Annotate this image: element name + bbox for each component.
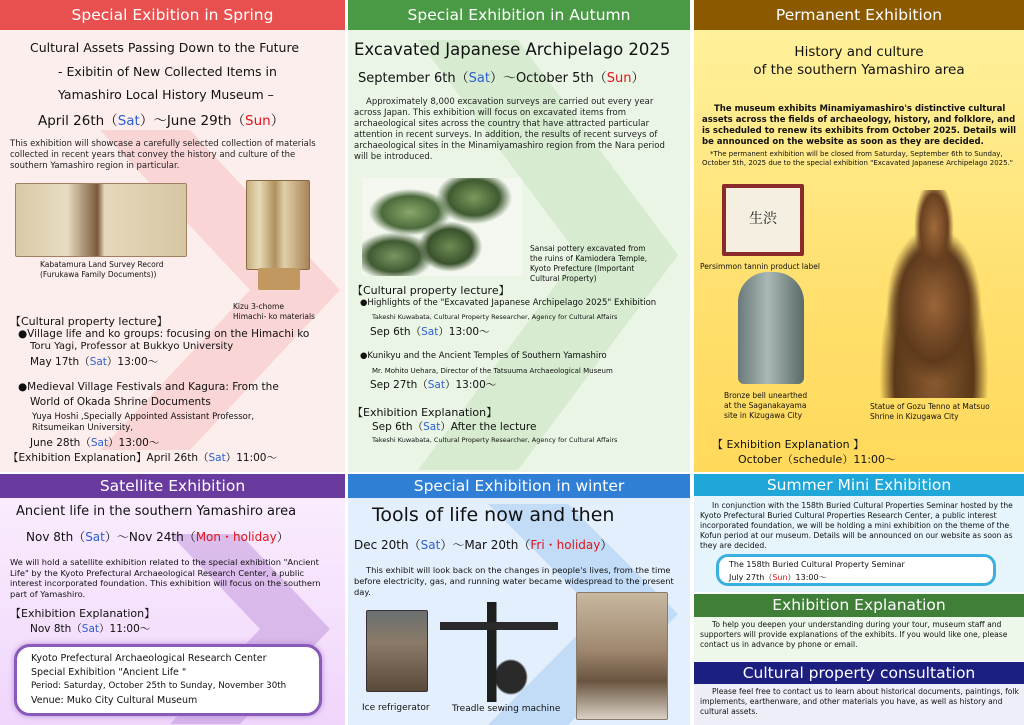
winter-description: This exhibit will look back on the changes in people's lives, from the time before electricity, gas, and running water became widespread to the present day. (354, 565, 674, 597)
ice-refrigerator-image (366, 610, 428, 692)
spring-lecture1-title: ●Village life and ko groups: focusing on the Himachi ko (18, 328, 310, 340)
permanent-header: Permanent Exhibition (694, 0, 1024, 30)
explanation-description: To help you deepen your understanding during your tour, museum staff and supporters will provide explanations of the exhibits. If you would like one, please contact us in advance by phone or email. (700, 620, 1008, 649)
spring-lecture1-person: Toru Yagi, Professor at Bukkyo University (30, 341, 234, 352)
autumn-title: Excavated Japanese Archipelago 2025 (354, 40, 671, 59)
consult-panel (694, 662, 1024, 725)
spring-lecture2-date: June 28th（Sat）13:00～ (30, 437, 160, 449)
explanation-header: Exhibition Explanation (694, 594, 1024, 617)
winter-caption-1: Ice refrigerator (362, 703, 430, 713)
persimmon-label-caption: Persimmon tannin product label (700, 262, 820, 271)
persimmon-label-image (722, 184, 804, 256)
permanent-panel (694, 0, 1024, 472)
winter-title: Tools of life now and then (372, 504, 615, 526)
sewing-machine-image (440, 602, 558, 702)
spring-lecture1-date: May 17th（Sat）13:00～ (30, 356, 159, 368)
himachi-ko-scroll-image (246, 180, 310, 270)
consult-description: Please feel free to contact us to learn about historical documents, paintings, folk implements, earthenware, and other materials you have, as well as history and cultural assets. (700, 687, 1019, 716)
modern-room-image (576, 592, 668, 720)
satellite-explanation-heading: 【Exhibition Explanation】 (10, 607, 156, 620)
autumn-lecture2-title: ●Kunikyu and the Ancient Temples of Southern Yamashiro (360, 351, 607, 361)
satellite-box-line4: Venue: Muko City Cultural Museum (31, 695, 198, 706)
autumn-panel (348, 0, 690, 472)
spring-lecture-heading: 【Cultural property lecture】 (10, 315, 168, 328)
consult-header: Cultural property consultation (694, 662, 1024, 684)
persimmon-label-text: 生渋 (749, 211, 777, 227)
satellite-box-line2: Special Exhibition "Ancient Life " (31, 667, 187, 678)
winter-header: Special Exhibition in winter (348, 474, 690, 498)
spring-title-line3: Yamashiro Local History Museum – (58, 87, 274, 102)
summer-description: In conjunction with the 158th Buried Cultural Properties Seminar hosted by the Kyoto Prefectural Buried Cultural Properties Research Center, a public interest incorporated foundation, we will be holding a mini exhibition on the theme of the Kofun period at our museum. Details will be announced on our website as soon as they are decided. (700, 501, 1013, 550)
summer-seminar-box (716, 554, 996, 586)
bell-caption-3: site in Kizugawa City (724, 411, 803, 420)
bell-caption-2: at the Saganakayama (724, 401, 807, 410)
satellite-dates: Nov 8th（Sat）～Nov 24th（Mon・holiday） (26, 530, 289, 544)
bronze-bell-image (738, 272, 804, 384)
satellite-explanation-date: Nov 8th（Sat）11:00～ (30, 623, 151, 635)
summer-panel (694, 474, 1024, 592)
autumn-lecture1-title: ●Highlights of the "Excavated Japanese Archipelago 2025" Exhibition (360, 298, 657, 308)
autumn-dates: September 6th（Sat）～October 5th（Sun） (358, 71, 645, 86)
summer-box-line1: The 158th Buried Cultural Property Seminar (729, 560, 905, 569)
bell-caption-1: Bronze bell unearthed (724, 391, 808, 400)
satellite-header: Satellite Exhibition (0, 474, 345, 498)
spring-lecture2-title1: ●Medieval Village Festivals and Kagura: From the (18, 381, 279, 393)
permanent-note: *The permanent exhibition will be closed from Saturday, September 6th to Sunday, October 5th, 2025 due to the special exhibition "Excavated Japanese Archipelago 2025." (702, 150, 1014, 167)
permanent-title-line1: History and culture (794, 44, 924, 60)
permanent-title-line2: of the southern Yamashiro area (753, 62, 965, 78)
spring-panel (0, 0, 345, 472)
autumn-caption-4: Cultural Property) (530, 274, 597, 283)
summer-header: Summer Mini Exhibition (694, 474, 1024, 496)
spring-explanation: 【Exhibition Explanation】April 26th（Sat）11:00～ (8, 452, 277, 464)
autumn-lecture2-person: Mr. Mohito Uehara, Director of the Tatsuuma Archaeological Museum (372, 367, 613, 375)
winter-dates: Dec 20th（Sat）～Mar 20th（Fri・holiday） (354, 538, 613, 552)
satellite-description: We will hold a satellite exhibition related to the special exhibition "Ancient Life" by the Kyoto Prefectural Archaeological Research Center, a public interest incorporated foundation. This exhibition will focus on the southern part of Yamashiro. (10, 557, 321, 599)
autumn-explanation-person: Takeshi Kuwabata, Cultural Property Researcher, Agency for Cultural Affairs (372, 436, 618, 444)
autumn-lecture1-person: Takeshi Kuwabata, Cultural Property Researcher, Agency for Cultural Affairs (372, 313, 618, 321)
summer-box-line2: July 27th（Sun）13:00～ (729, 573, 827, 582)
explanation-panel (694, 594, 1024, 661)
spring-description: This exhibition will showcase a carefully selected collection of materials collected in recent years that convey the history and culture of the southern Yamashiro region in particular. (10, 139, 316, 171)
autumn-caption-1: Sansai pottery excavated from (530, 244, 646, 253)
permanent-explanation-heading: 【 Exhibition Explanation 】 (712, 438, 865, 451)
statue-caption-1: Statue of Gozu Tenno at Matsuo (870, 402, 990, 411)
spring-header: Special Exibition in Spring (0, 0, 345, 30)
satellite-title: Ancient life in the southern Yamashiro area (16, 504, 297, 519)
satellite-box-line3: Period: Saturday, October 25th to Sunday, November 30th (31, 681, 287, 691)
autumn-lecture-heading: 【Cultural property lecture】 (352, 284, 510, 297)
spring-dates: April 26th（Sat）～June 29th（Sun） (38, 113, 285, 129)
spring-title-line1: Cultural Assets Passing Down to the Future (30, 40, 300, 55)
autumn-caption-2: the ruins of Kamiodera Temple, (530, 254, 648, 263)
winter-panel (348, 474, 690, 725)
autumn-explanation-date: Sep 6th（Sat）After the lecture (372, 421, 537, 433)
satellite-box-line1: Kyoto Prefectural Archaeological Research Center (31, 653, 267, 664)
spring-caption-3: Kizu 3-chome (233, 302, 284, 311)
spring-lecture2-title2: World of Okada Shrine Documents (30, 396, 211, 408)
spring-caption-2: (Furukawa Family Documents)) (40, 270, 157, 279)
kabatamura-document-image (15, 183, 187, 257)
winter-caption-2: Treadle sewing machine (452, 704, 561, 714)
permanent-explanation-date: October（schedule）11:00～ (738, 453, 897, 466)
autumn-description: Approximately 8,000 excavation surveys are carried out every year across Japan. This exhibition will focus on excavated items from archaeological sites across the country that have attracted particular attention in recent surveys. In addition, the results of recent surveys of archaeological sites in the Minamiyamashiro region from the Nara period will be introduced. (354, 97, 665, 162)
spring-lecture2-person2: Ritsumeikan University, (32, 423, 133, 433)
sansai-pottery-image (362, 178, 522, 276)
autumn-lecture2-date: Sep 27th（Sat）13:00～ (370, 379, 497, 391)
gozu-tenno-statue-image (864, 190, 1004, 398)
himachi-ko-stand-image (258, 268, 300, 290)
autumn-header: Special Exhibition in Autumn (348, 0, 690, 30)
autumn-explanation-heading: 【Exhibition Explanation】 (352, 406, 498, 419)
autumn-lecture1-date: Sep 6th（Sat）13:00～ (370, 326, 490, 338)
satellite-info-box (14, 644, 322, 716)
autumn-caption-3: Kyoto Prefecture (Important (530, 264, 635, 273)
spring-title-line2: - Exibitin of New Collected Items in (58, 64, 277, 79)
permanent-description: The museum exhibits Minamiyamashiro's distinctive cultural assets across the fields of archaeology, history, and folklore, and is scheduled to renew its exhibits from October 2025. Details will be announced on the website as soon as they are decided. (702, 104, 1017, 147)
spring-caption-1: Kabatamura Land Survey Record (40, 260, 164, 269)
satellite-panel (0, 474, 345, 725)
spring-caption-4: Himachi- ko materials (233, 312, 315, 321)
spring-lecture2-person1: Yuya Hoshi ,Specially Appointed Assistant Professor, (32, 412, 255, 422)
statue-caption-2: Shrine in Kizugawa City (870, 412, 959, 421)
